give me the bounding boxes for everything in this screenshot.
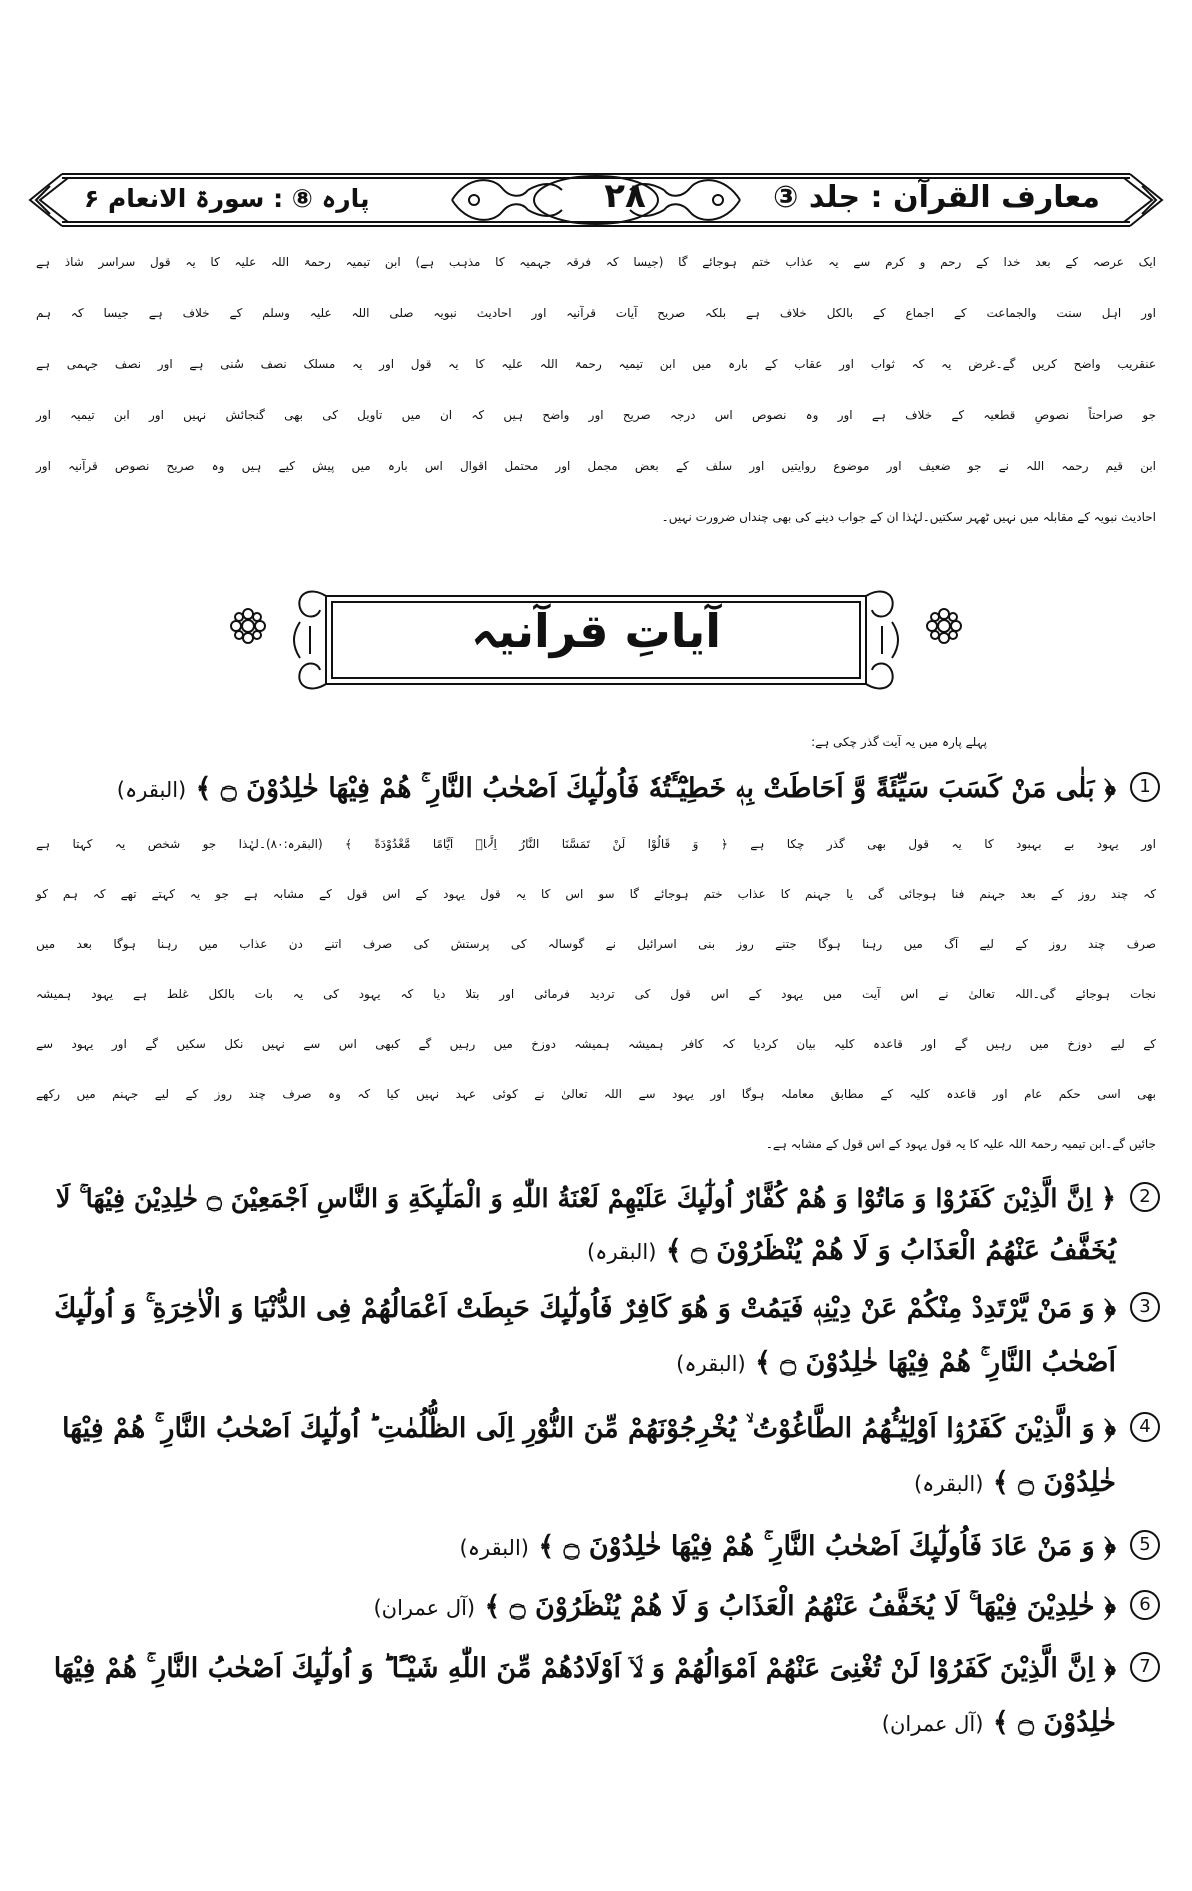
book-title: معارف القرآن : جلد ③: [773, 180, 1100, 215]
section-title: آیاتِ قرآنیہ: [470, 604, 722, 658]
verse-number: 1: [1130, 772, 1160, 802]
verse-reference: (البقرہ): [676, 1352, 746, 1376]
text-line: نجات ہوجائے گی۔اللہ تعالیٰ نے اس آیت میں یہود کے اس قول کی تردید فرمائی اور بتلا دیا کہ یہود کی یہ بات بالکل غلط ہے یہود ہمیشہ: [36, 987, 1156, 1001]
text-line: احادیث نبویہ کے مقابلہ میں نہیں ٹھہر سکتیں۔لہٰذا ان کے جواب دینے کی بھی چنداں ضرورت نہیں۔: [661, 510, 1156, 524]
verse-line: [373, 1586, 1116, 1629]
verse-item: [30, 1648, 1160, 1748]
text-line: کے لیے دوزخ میں رہیں گے اور قاعدہ کلیہ بیان کردیا کہ کافر ہمیشہ ہمیشہ دوزخ میں رہیں گے کبھی اس سے نہیں نکل سکیں گے اور یہود سے: [36, 1037, 1156, 1051]
verse-line: [882, 1702, 1116, 1745]
rosette-icon: [228, 606, 268, 646]
verse-reference: (آل عمران): [373, 1596, 476, 1620]
text-line: کہ چند روز کے بعد جہنم فنا ہوجائی گی یا جہنم کا عذاب ختم ہوجائے گا سو اس کا یہ قول یہود کے اس قول کے مشابہ ہے جو یہ کہتے تھے کہ ہم کو: [36, 887, 1156, 901]
text-line: صرف چند روز کے لیے آگ میں رہنا ہوگا جتنے روز بنی اسرائیل نے گوسالہ کی پرستش کی صرف اتنے دن عذاب میں رہنا ہوگا بعد میں: [36, 937, 1156, 951]
verse-number: 4: [1130, 1412, 1160, 1442]
verse-text: اَصْحٰبُ النَّارِ ۚ هُمْ فِیْهَا خٰلِدُوْنَ ۝ ﴾: [755, 1347, 1116, 1378]
page-number: ۲۸: [604, 176, 646, 216]
verse-item: [30, 1408, 1160, 1508]
verse-text: خٰلِدُوْنَ ۝ ﴾: [992, 1707, 1116, 1738]
verse-reference: (البقرہ): [586, 1240, 657, 1264]
verse-reference: (البقرہ): [116, 778, 187, 802]
verse-line: [587, 1230, 1116, 1273]
verse-text: ﴿ وَ مَنْ عَادَ فَاُولٰٓىِٕكَ اَصْحٰبُ النَّارِ ۚ هُمْ فِیْهَا خٰلِدُوْنَ ۝ ﴾: [538, 1531, 1116, 1562]
text-line: بھی اسی حکم عام اور قاعدہ کلیہ کے مطابق معاملہ ہوگا اور یہود سے اللہ تعالیٰ نے کوئی عہد نہیں کیا کہ وہ صرف چند روز کے لیے جہنم میں رکھے: [36, 1087, 1156, 1101]
text-line: جائیں گے۔ابن تیمیہ رحمۃ اللہ علیہ کا یہ قول یہود کے اس قول کے مشابہ ہے۔: [765, 1137, 1156, 1151]
text-line: اور اہل سنت والجماعت کے اجماع کے بالکل خلاف ہے بلکہ صریح آیات قرآنیہ اور احادیث نبویہ صلی اللہ علیہ وسلم کے خلاف ہے جیسا کہ ہم: [36, 306, 1156, 320]
verse-number: 2: [1130, 1182, 1160, 1212]
verse-item: [30, 1288, 1160, 1388]
verse-item: [30, 1178, 1160, 1278]
verse-reference: (البقرہ): [459, 1536, 529, 1560]
verse-text: خٰلِدُوْنَ ۝ ﴾: [992, 1467, 1116, 1498]
verse-item: [30, 1526, 1160, 1572]
verse-number: 7: [1130, 1652, 1160, 1682]
para-surah-label: پارہ ⑧ : سورۃ الانعام ۶: [84, 184, 370, 213]
section-title-box: [290, 582, 902, 698]
verse-line: [460, 1526, 1117, 1569]
verse-text: ﴿ وَ الَّذِیْنَ كَفَرُوْۤا اَوْلِیٰٓـُٔهُمُ الطَّاغُوْتُ ۙ یُخْرِجُوْنَهُمْ مِّنَ النُّوْرِ اِلَى الظُّلُمٰتِ ؕ اُولٰٓىِٕكَ اَصْحٰبُ النَّارِ ۚ هُمْ فِیْهَا: [61, 1413, 1116, 1444]
text-line: جو صراحتاً نصوصِ قطعیہ کے خلاف ہے اور وہ نصوص اس درجہ صریح اور واضح ہیں کہ ان میں تاویل کی بھی گنجائش نہیں اور ابن تیمیہ اور: [36, 408, 1156, 422]
verse-reference: (آل عمران): [881, 1712, 984, 1736]
lead-in-text: پہلے پارہ میں یہ آیت گذر چکی ہے:: [811, 735, 987, 749]
verse-item: [30, 1586, 1160, 1632]
rosette-icon: [924, 606, 964, 646]
verse-text: ﴿ اِنَّ الَّذِیْنَ كَفَرُوْا وَ مَاتُوْا وَ هُمْ كُفَّارٌ اُولٰٓىِٕكَ عَلَیْهِمْ لَعْنَةُ اللّٰهِ وَ الْمَلٰٓىِٕكَةِ وَ النَّاسِ اَجْمَعِیْنَ ۝ خٰلِدِیْنَ فِیْهَا ۚ لَا: [55, 1184, 1116, 1214]
verse-number: 3: [1130, 1292, 1160, 1322]
verse-text: ﴿ خٰلِدِیْنَ فِیْهَا ۚ لَا یُخَفَّفُ عَنْهُمُ الْعَذَابُ وَ لَا هُمْ یُنْظَرُوْنَ ۝ ﴾: [484, 1591, 1116, 1622]
text-line: اور یہود بے بہبود کا یہ قول بھی گذر چکا ہے ﴿ وَ قَالُوْا لَنْ تَمَسَّنَا النَّارُ اِلَّاۤ اَیَّامًا مَّعْدُوْدَةً ﴾ (البقرہ:۸۰)۔لہٰذا جو شخص یہ کہتا ہے: [36, 837, 1156, 851]
verse-item: [30, 768, 1160, 814]
verse-text: ﴿ وَ مَنْ یَّرْتَدِدْ مِنْكُمْ عَنْ دِیْنِهٖ فَیَمُتْ وَ هُوَ كَافِرٌ فَاُولٰٓىِٕكَ حَبِطَتْ اَعْمَالُهُمْ فِی الدُّنْیَا وَ الْاٰخِرَةِ ۚ وَ اُولٰٓىِٕكَ: [54, 1293, 1116, 1324]
verse-text: ﴿ اِنَّ الَّذِیْنَ كَفَرُوْا لَنْ تُغْنِیَ عَنْهُمْ اَمْوَالُهُمْ وَ لَاۤ اَوْلَادُهُمْ مِّنَ اللّٰهِ شَیْـًٔا ؕ وَ اُولٰٓىِٕكَ اَصْحٰبُ النَّارِ ۚ هُمْ فِیْهَا: [53, 1653, 1116, 1684]
verse-line: [117, 768, 1116, 811]
text-line: عنقریب واضح کریں گے۔غرض یہ کہ ثواب اور عقاب کے بارہ میں ابن تیمیہ رحمۃ اللہ علیہ کا یہ قول اور یہ مسلک نصف سُنی ہے اور نصف جہمی ہے: [36, 357, 1156, 371]
text-line: ابن قیم رحمہ اللہ نے جو ضعیف اور موضوع روایتیں اور سلف کے بعض مجمل اور محتمل اقوال اس بارہ میں پیش کیے ہیں وہ صریح نصوص قرآنیہ اور: [36, 459, 1156, 473]
verse-reference: (البقرہ): [913, 1472, 984, 1496]
verse-number: 6: [1130, 1590, 1160, 1620]
verse-line: [914, 1462, 1116, 1505]
verse-line: [676, 1342, 1116, 1385]
running-header: [22, 168, 1170, 232]
verse-number: 5: [1130, 1530, 1160, 1560]
text-line: ایک عرصہ کے بعد خدا کے رحم و کرم سے یہ عذاب ختم ہوجائے گا (جیسا کہ فرقہ جہمیہ کا مذہب ہے) ابن تیمیہ رحمۃ اللہ علیہ کا یہ قول سراسر شاذ ہے: [36, 255, 1156, 269]
verse-text: ﴿ بَلٰی مَنْ كَسَبَ سَیِّئَةً وَّ اَحَاطَتْ بِهٖ خَطِیْٓـَٔتُهٗ فَاُولٰٓىِٕكَ اَصْحٰبُ النَّارِ ۚ هُمْ فِیْهَا خٰلِدُوْنَ ۝ ﴾: [195, 773, 1116, 804]
verse-text: یُخَفَّفُ عَنْهُمُ الْعَذَابُ وَ لَا هُمْ یُنْظَرُوْنَ ۝ ﴾: [665, 1235, 1116, 1266]
